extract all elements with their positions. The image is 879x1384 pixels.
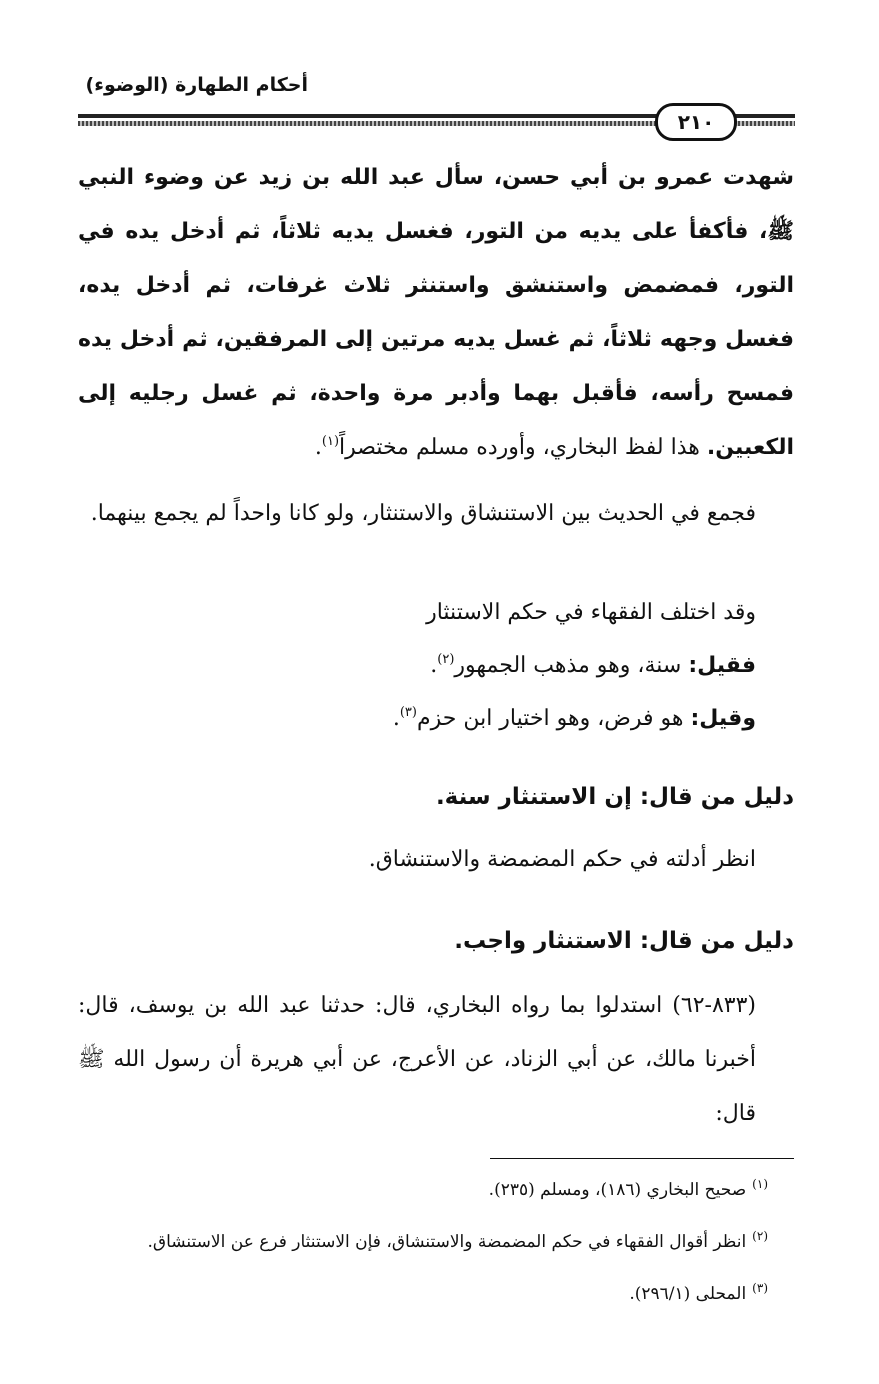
differ-line: وقد اختلف الفقهاء في حكم الاستنثار — [426, 600, 756, 625]
section-heading-sunnah: دليل من قال: إن الاستنثار سنة. — [435, 784, 794, 810]
opinion-1-label: فقيل: — [688, 653, 756, 678]
footnote-separator — [490, 1158, 794, 1159]
section-heading-wajib: دليل من قال: الاستنثار واجب. — [454, 928, 794, 954]
hadith-paragraph: شهدت عمرو بن أبي حسن، سأل عبد الله بن زيد عن وضوء النبي ﷺ، فأكفأ على يديه من التور، فغسل يديه ثلاثاً، ثم أدخل يده في التور، فمضمض واستنشق واستنثر ثلاث غرفات، ثم أدخل يده، فغسل وجهه ثلاثاً، ثم غسل يديه مرتين إلى المرفقين، ثم أدخل يده فمسح رأسه، فأقبل بهما وأدبر مرة واحدة، ثم غسل رجليه إلى الكعبين. هذا لفظ البخاري، وأورده مسلم مختصراً$^{(١)}$. — [78, 165, 794, 460]
hadith-text: شهدت عمرو بن أبي حسن، سأل عبد الله بن زيد عن وضوء النبي ﷺ، فأكفأ على يديه من التور، فغسل يديه ثلاثاً، ثم أدخل يده في التور، فمضمض واستنشق واستنثر ثلاث غرفات، ثم أدخل يده، فغسل وجهه ثلاثاً، ثم غسل يديه مرتين إلى المرفقين، ثم أدخل يده فمسح رأسه، فأقبل بهما وأدبر مرة واحدة، ثم غسل رجليه إلى الكعبين. — [78, 165, 794, 460]
footnote-ref-2: (٢) — [437, 652, 455, 667]
footnote-ref-1: (١) — [321, 434, 340, 449]
opinion-2-label: وقيل: — [690, 706, 756, 731]
footnote-2: $^{(٢)}$انظر أقوال الفقهاء في حكم المضمضة والاستنشاق، فإن الاستنثار فرع عن الاستنشاق. — [147, 1229, 768, 1252]
running-header-title: أحكام الطهارة (الوضوء) — [85, 74, 308, 96]
page-number: ٢١٠ — [655, 103, 737, 141]
see-evidence-line: انظر أدلته في حكم المضمضة والاستنشاق. — [368, 847, 756, 872]
footnote-3: $^{(٣)}$المحلى (٢٩٦/١). — [629, 1281, 768, 1304]
footnote-ref-3: (٣) — [399, 705, 417, 720]
hadith-tail: هذا لفظ البخاري، وأورده مسلم مختصراً — [339, 435, 707, 460]
narration-paragraph: (٨٣٣-٦٢) استدلوا بما رواه البخاري، قال: حدثنا عبد الله بن يوسف، قال: أخبرنا مالك، عن أبي الزناد، عن الأعرج، عن أبي هريرة أن رسول الله ﷺ قال: — [78, 993, 756, 1126]
opinion-1: فقيل: سنة، وهو مذهب الجمهور$^{(٢)}$. — [430, 652, 756, 678]
opinion-2: وقيل: هو فرض، وهو اختيار ابن حزم$^{(٣)}$. — [392, 705, 756, 731]
footnote-1: $^{(١)}$صحيح البخاري (١٨٦)، ومسلم (٢٣٥). — [488, 1177, 768, 1200]
combine-paragraph: فجمع في الحديث بين الاستنشاق والاستنثار، ولو كانا واحداً لم يجمع بينهما. — [90, 501, 756, 526]
